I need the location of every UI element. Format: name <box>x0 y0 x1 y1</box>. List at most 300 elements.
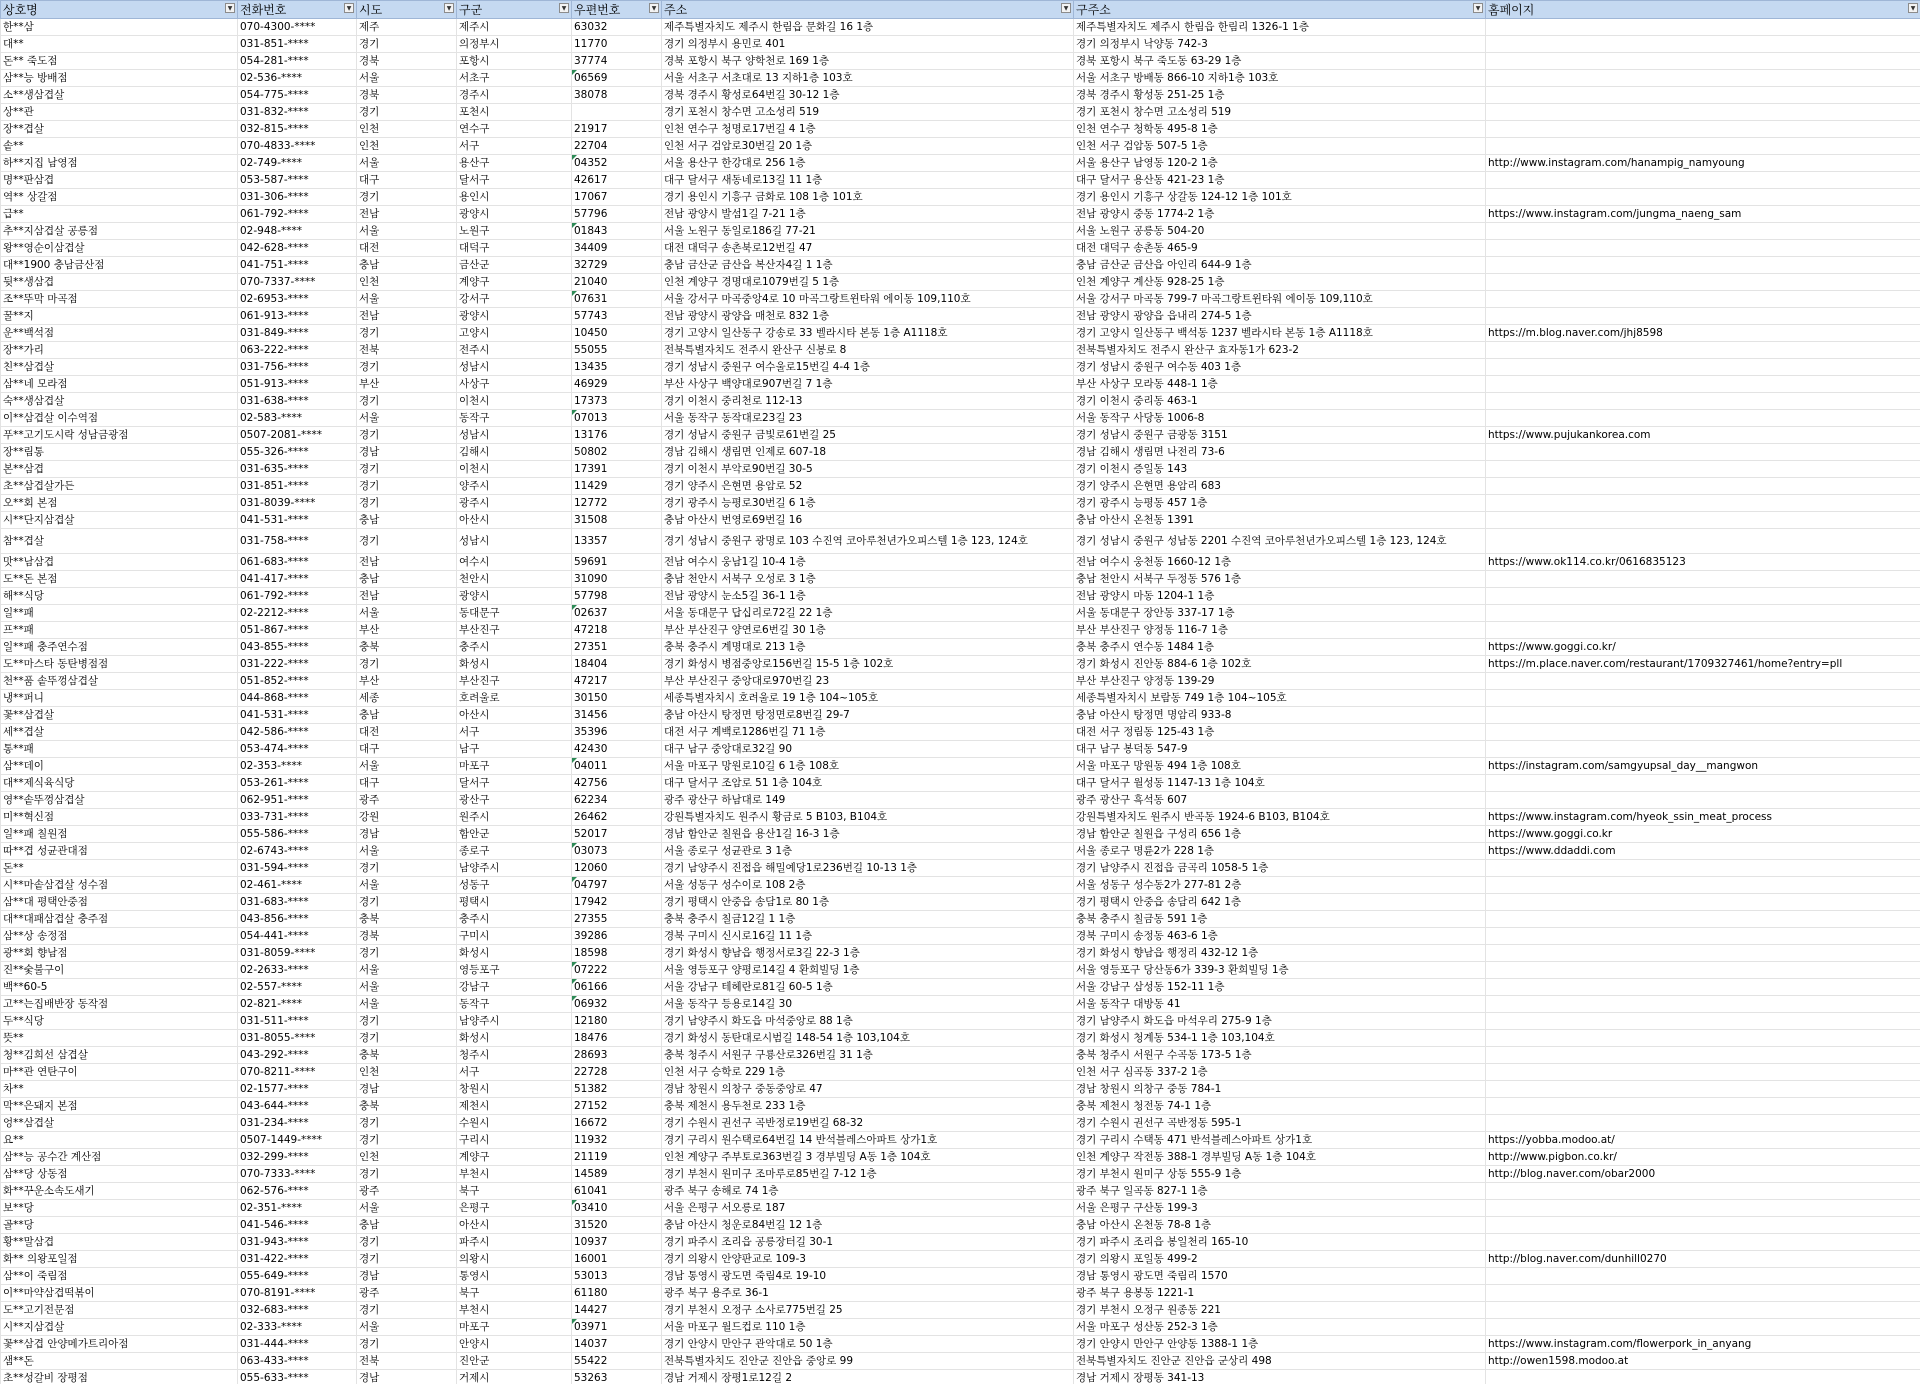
cell-phone[interactable]: 02-6743-**** <box>238 843 357 860</box>
cell-zip[interactable]: 31508 <box>572 512 662 529</box>
cell-province[interactable]: 경기 <box>357 1132 457 1149</box>
cell-district[interactable]: 남구 <box>457 741 572 758</box>
cell-store-name[interactable]: 대**1900 충남금산점 <box>1 257 238 274</box>
cell-district[interactable]: 용인시 <box>457 189 572 206</box>
cell-zip[interactable]: 06932 <box>572 996 662 1013</box>
cell-homepage[interactable] <box>1486 962 1920 979</box>
cell-store-name[interactable]: 프**패 <box>1 622 238 639</box>
cell-address[interactable]: 제주특별자치도 제주시 한림읍 문화길 16 1층 <box>662 19 1074 36</box>
cell-address[interactable]: 경기 부천시 원미구 조마루로85번길 7-12 1층 <box>662 1166 1074 1183</box>
cell-old-address[interactable]: 경기 화성시 진안동 884-6 1층 102호 <box>1074 656 1486 673</box>
cell-district[interactable]: 부산진구 <box>457 622 572 639</box>
cell-zip[interactable]: 17373 <box>572 393 662 410</box>
cell-address[interactable]: 서울 강남구 테헤란로81길 60-5 1층 <box>662 979 1074 996</box>
cell-homepage[interactable] <box>1486 605 1920 622</box>
cell-address[interactable]: 전남 광양시 광양읍 매천로 832 1층 <box>662 308 1074 325</box>
cell-address[interactable]: 충남 아산시 청운로84번길 12 1층 <box>662 1217 1074 1234</box>
cell-old-address[interactable]: 경기 포천시 창수면 고소성리 519 <box>1074 104 1486 121</box>
cell-phone[interactable]: 031-222-**** <box>238 656 357 673</box>
cell-zip[interactable]: 18476 <box>572 1030 662 1047</box>
cell-province[interactable]: 서울 <box>357 758 457 775</box>
cell-address[interactable]: 경기 이천시 중리천로 112-13 <box>662 393 1074 410</box>
cell-store-name[interactable]: 하**지집 남영점 <box>1 155 238 172</box>
cell-old-address[interactable]: 전남 광양시 마동 1204-1 1층 <box>1074 588 1486 605</box>
cell-district[interactable]: 평택시 <box>457 894 572 911</box>
cell-zip[interactable]: 47218 <box>572 622 662 639</box>
cell-store-name[interactable]: 급** <box>1 206 238 223</box>
cell-phone[interactable]: 031-635-**** <box>238 461 357 478</box>
cell-old-address[interactable]: 충남 아산시 온천동 78-8 1층 <box>1074 1217 1486 1234</box>
cell-homepage[interactable] <box>1486 894 1920 911</box>
cell-address[interactable]: 경기 양주시 은현면 용암로 52 <box>662 478 1074 495</box>
cell-district[interactable]: 마포구 <box>457 1319 572 1336</box>
cell-province[interactable]: 부산 <box>357 376 457 393</box>
cell-district[interactable]: 수원시 <box>457 1115 572 1132</box>
cell-phone[interactable]: 061-792-**** <box>238 206 357 223</box>
cell-store-name[interactable]: 명**판삼겹 <box>1 172 238 189</box>
cell-old-address[interactable]: 서울 마포구 성산동 252-3 1층 <box>1074 1319 1486 1336</box>
cell-phone[interactable]: 062-576-**** <box>238 1183 357 1200</box>
cell-address[interactable]: 서울 노원구 동일로186길 77-21 <box>662 223 1074 240</box>
cell-phone[interactable]: 031-8055-**** <box>238 1030 357 1047</box>
cell-district[interactable]: 달서구 <box>457 775 572 792</box>
cell-old-address[interactable]: 전북특별자치도 전주시 완산구 효자동1가 623-2 <box>1074 342 1486 359</box>
cell-district[interactable]: 안양시 <box>457 1336 572 1353</box>
cell-old-address[interactable]: 경기 고양시 일산동구 백석동 1237 벨라시타 본동 1층 A1118호 <box>1074 325 1486 342</box>
cell-homepage[interactable]: https://www.ok114.co.kr/0616835123 <box>1486 554 1920 571</box>
cell-district[interactable]: 부산진구 <box>457 673 572 690</box>
cell-zip[interactable]: 14589 <box>572 1166 662 1183</box>
cell-zip[interactable]: 18404 <box>572 656 662 673</box>
cell-district[interactable]: 서초구 <box>457 70 572 87</box>
cell-old-address[interactable]: 충북 제천시 청전동 74-1 1층 <box>1074 1098 1486 1115</box>
cell-phone[interactable]: 031-444-**** <box>238 1336 357 1353</box>
cell-address[interactable]: 서울 용산구 한강대로 256 1층 <box>662 155 1074 172</box>
cell-old-address[interactable]: 경기 부천시 원미구 상동 555-9 1층 <box>1074 1166 1486 1183</box>
cell-district[interactable]: 부천시 <box>457 1302 572 1319</box>
cell-address[interactable]: 경북 경주시 황성로64번길 30-12 1층 <box>662 87 1074 104</box>
cell-phone[interactable]: 02-2212-**** <box>238 605 357 622</box>
cell-district[interactable]: 남양주시 <box>457 860 572 877</box>
cell-phone[interactable]: 041-751-**** <box>238 257 357 274</box>
cell-store-name[interactable]: 삼**당 상동점 <box>1 1166 238 1183</box>
cell-address[interactable]: 경기 성남시 중원구 여수울로15번길 4-4 1층 <box>662 359 1074 376</box>
cell-zip[interactable]: 62234 <box>572 792 662 809</box>
cell-district[interactable]: 이천시 <box>457 461 572 478</box>
cell-address[interactable]: 전남 광양시 발섬1길 7-21 1층 <box>662 206 1074 223</box>
cell-old-address[interactable]: 충북 충주시 칠금동 591 1층 <box>1074 911 1486 928</box>
filter-dropdown-icon[interactable]: ▼ <box>344 3 354 13</box>
cell-zip[interactable]: 16672 <box>572 1115 662 1132</box>
filter-dropdown-icon[interactable]: ▼ <box>1061 3 1071 13</box>
cell-zip[interactable]: 21917 <box>572 121 662 138</box>
cell-phone[interactable]: 0507-1449-**** <box>238 1132 357 1149</box>
cell-address[interactable]: 광주 북구 용주로 36-1 <box>662 1285 1074 1302</box>
cell-store-name[interactable]: 삼**상 송정점 <box>1 928 238 945</box>
cell-store-name[interactable]: 화**꾸운소속도새기 <box>1 1183 238 1200</box>
cell-province[interactable]: 서울 <box>357 996 457 1013</box>
cell-province[interactable]: 충남 <box>357 571 457 588</box>
cell-homepage[interactable] <box>1486 979 1920 996</box>
cell-address[interactable]: 충북 충주시 계명대로 213 1층 <box>662 639 1074 656</box>
cell-zip[interactable]: 04797 <box>572 877 662 894</box>
cell-zip[interactable]: 30150 <box>572 690 662 707</box>
cell-district[interactable]: 전주시 <box>457 342 572 359</box>
cell-homepage[interactable] <box>1486 1268 1920 1285</box>
cell-old-address[interactable]: 경기 성남시 중원구 금광동 3151 <box>1074 427 1486 444</box>
cell-old-address[interactable]: 경남 창원시 의창구 중동 784-1 <box>1074 1081 1486 1098</box>
cell-store-name[interactable]: 상**관 <box>1 104 238 121</box>
cell-district[interactable]: 청주시 <box>457 1047 572 1064</box>
cell-homepage[interactable] <box>1486 1285 1920 1302</box>
cell-old-address[interactable]: 경남 통영시 광도면 죽림리 1570 <box>1074 1268 1486 1285</box>
cell-old-address[interactable]: 충남 금산군 금산읍 아인리 644-9 1층 <box>1074 257 1486 274</box>
cell-homepage[interactable]: https://www.instagram.com/hyeok_ssin_meat_process <box>1486 809 1920 826</box>
cell-zip[interactable]: 53263 <box>572 1370 662 1384</box>
cell-store-name[interactable]: 통**패 <box>1 741 238 758</box>
cell-phone[interactable]: 031-758-**** <box>238 529 357 554</box>
cell-district[interactable]: 달서구 <box>457 172 572 189</box>
cell-district[interactable]: 구미시 <box>457 928 572 945</box>
cell-province[interactable]: 충북 <box>357 1047 457 1064</box>
cell-store-name[interactable]: 삼**네 모라점 <box>1 376 238 393</box>
cell-zip[interactable]: 32729 <box>572 257 662 274</box>
cell-province[interactable]: 서울 <box>357 979 457 996</box>
cell-province[interactable]: 광주 <box>357 792 457 809</box>
cell-phone[interactable]: 031-683-**** <box>238 894 357 911</box>
cell-old-address[interactable]: 경북 경주시 황성동 251-25 1층 <box>1074 87 1486 104</box>
filter-dropdown-icon[interactable]: ▼ <box>225 3 235 13</box>
cell-province[interactable]: 서울 <box>357 962 457 979</box>
cell-old-address[interactable]: 충남 천안시 서북구 두정동 576 1층 <box>1074 571 1486 588</box>
cell-zip[interactable]: 03073 <box>572 843 662 860</box>
cell-store-name[interactable]: 숙**생삼겹살 <box>1 393 238 410</box>
cell-address[interactable]: 경기 용인시 기흥구 금화로 108 1층 101호 <box>662 189 1074 206</box>
cell-district[interactable]: 충주시 <box>457 639 572 656</box>
cell-address[interactable]: 대구 달서구 새동네로13길 11 1층 <box>662 172 1074 189</box>
cell-district[interactable]: 호려울로 <box>457 690 572 707</box>
cell-province[interactable]: 전북 <box>357 1353 457 1370</box>
cell-zip[interactable]: 11932 <box>572 1132 662 1149</box>
cell-old-address[interactable]: 충남 아산시 온천동 1391 <box>1074 512 1486 529</box>
cell-zip[interactable]: 06569 <box>572 70 662 87</box>
cell-homepage[interactable] <box>1486 53 1920 70</box>
cell-old-address[interactable]: 광주 북구 일곡동 827-1 1층 <box>1074 1183 1486 1200</box>
cell-homepage[interactable] <box>1486 189 1920 206</box>
cell-district[interactable]: 동작구 <box>457 410 572 427</box>
cell-province[interactable]: 충북 <box>357 911 457 928</box>
cell-address[interactable]: 인천 서구 검암로30번길 20 1층 <box>662 138 1074 155</box>
filter-dropdown-icon[interactable]: ▼ <box>559 3 569 13</box>
cell-address[interactable]: 인천 서구 승학로 229 1층 <box>662 1064 1074 1081</box>
cell-address[interactable]: 경기 광주시 능평로30번길 6 1층 <box>662 495 1074 512</box>
cell-store-name[interactable]: 도**고기전문점 <box>1 1302 238 1319</box>
cell-store-name[interactable]: 해**식당 <box>1 588 238 605</box>
cell-province[interactable]: 경기 <box>357 461 457 478</box>
cell-phone[interactable]: 02-948-**** <box>238 223 357 240</box>
cell-store-name[interactable]: 한**삼 <box>1 19 238 36</box>
cell-province[interactable]: 서울 <box>357 70 457 87</box>
cell-district[interactable]: 성남시 <box>457 427 572 444</box>
cell-province[interactable]: 인천 <box>357 138 457 155</box>
cell-zip[interactable]: 06166 <box>572 979 662 996</box>
cell-homepage[interactable]: https://www.pujukankorea.com <box>1486 427 1920 444</box>
cell-province[interactable]: 서울 <box>357 223 457 240</box>
cell-district[interactable]: 서구 <box>457 138 572 155</box>
cell-address[interactable]: 부산 사상구 백양대로907번길 7 1층 <box>662 376 1074 393</box>
cell-store-name[interactable]: 화** 의왕포일점 <box>1 1251 238 1268</box>
cell-address[interactable]: 경남 김해시 생림면 인제로 607-18 <box>662 444 1074 461</box>
cell-province[interactable]: 경기 <box>357 1336 457 1353</box>
cell-phone[interactable]: 031-851-**** <box>238 478 357 495</box>
cell-store-name[interactable]: 이**삼겹살 이수역점 <box>1 410 238 427</box>
cell-zip[interactable]: 07222 <box>572 962 662 979</box>
cell-homepage[interactable] <box>1486 121 1920 138</box>
cell-store-name[interactable]: 장**겹살 <box>1 121 238 138</box>
cell-district[interactable]: 성동구 <box>457 877 572 894</box>
cell-zip[interactable]: 11770 <box>572 36 662 53</box>
cell-district[interactable]: 아산시 <box>457 512 572 529</box>
cell-phone[interactable]: 031-849-**** <box>238 325 357 342</box>
cell-address[interactable]: 서울 성동구 성수이로 108 2층 <box>662 877 1074 894</box>
cell-zip[interactable]: 10450 <box>572 325 662 342</box>
cell-district[interactable]: 거제시 <box>457 1370 572 1384</box>
cell-address[interactable]: 경기 의정부시 용민로 401 <box>662 36 1074 53</box>
cell-district[interactable]: 성남시 <box>457 529 572 554</box>
cell-zip[interactable]: 46929 <box>572 376 662 393</box>
cell-district[interactable]: 종로구 <box>457 843 572 860</box>
cell-store-name[interactable]: 조**뚜막 마곡점 <box>1 291 238 308</box>
cell-phone[interactable]: 070-8191-**** <box>238 1285 357 1302</box>
cell-province[interactable]: 경기 <box>357 894 457 911</box>
cell-homepage[interactable] <box>1486 775 1920 792</box>
cell-zip[interactable]: 42617 <box>572 172 662 189</box>
cell-phone[interactable]: 041-546-**** <box>238 1217 357 1234</box>
cell-phone[interactable]: 051-852-**** <box>238 673 357 690</box>
cell-phone[interactable]: 055-633-**** <box>238 1370 357 1384</box>
cell-zip[interactable]: 22704 <box>572 138 662 155</box>
cell-homepage[interactable] <box>1486 741 1920 758</box>
cell-store-name[interactable]: 냉**퍼니 <box>1 690 238 707</box>
cell-old-address[interactable]: 경기 용인시 기흥구 상갈동 124-12 1층 101호 <box>1074 189 1486 206</box>
cell-address[interactable]: 경기 성남시 중원구 금빛로61번길 25 <box>662 427 1074 444</box>
cell-old-address[interactable]: 경기 평택시 안중읍 송담리 642 1층 <box>1074 894 1486 911</box>
cell-old-address[interactable]: 경기 양주시 은현면 용암리 683 <box>1074 478 1486 495</box>
cell-store-name[interactable]: 뒷**생삼겹 <box>1 274 238 291</box>
cell-district[interactable]: 계양구 <box>457 274 572 291</box>
cell-old-address[interactable]: 서울 마포구 망원동 494 1층 108호 <box>1074 758 1486 775</box>
cell-district[interactable]: 의정부시 <box>457 36 572 53</box>
cell-phone[interactable]: 02-461-**** <box>238 877 357 894</box>
cell-province[interactable]: 경기 <box>357 393 457 410</box>
cell-phone[interactable]: 0507-2081-**** <box>238 427 357 444</box>
cell-old-address[interactable]: 경북 구미시 송정동 463-6 1층 <box>1074 928 1486 945</box>
cell-zip[interactable]: 31090 <box>572 571 662 588</box>
cell-address[interactable]: 서울 동작구 동작대로23길 23 <box>662 410 1074 427</box>
cell-province[interactable]: 대전 <box>357 724 457 741</box>
cell-phone[interactable]: 041-531-**** <box>238 707 357 724</box>
cell-phone[interactable]: 062-951-**** <box>238 792 357 809</box>
cell-address[interactable]: 경기 포천시 창수면 고소성리 519 <box>662 104 1074 121</box>
cell-phone[interactable]: 02-2633-**** <box>238 962 357 979</box>
cell-phone[interactable]: 051-867-**** <box>238 622 357 639</box>
cell-homepage[interactable] <box>1486 1047 1920 1064</box>
cell-zip[interactable]: 27351 <box>572 639 662 656</box>
cell-old-address[interactable]: 전남 광양시 중동 1774-2 1층 <box>1074 206 1486 223</box>
cell-district[interactable]: 광양시 <box>457 206 572 223</box>
cell-province[interactable]: 경남 <box>357 1370 457 1384</box>
cell-store-name[interactable]: 대**대패삼겹살 충주점 <box>1 911 238 928</box>
cell-store-name[interactable]: 장**림통 <box>1 444 238 461</box>
cell-store-name[interactable]: 소**생삼겹살 <box>1 87 238 104</box>
cell-store-name[interactable]: 돈** <box>1 860 238 877</box>
cell-zip[interactable]: 17391 <box>572 461 662 478</box>
cell-homepage[interactable] <box>1486 1370 1920 1384</box>
cell-store-name[interactable]: 왕**영순이삼겹살 <box>1 240 238 257</box>
cell-store-name[interactable]: 청**김희선 삼겹살 <box>1 1047 238 1064</box>
cell-store-name[interactable]: 삼**능 공수간 계산점 <box>1 1149 238 1166</box>
cell-district[interactable]: 동대문구 <box>457 605 572 622</box>
cell-address[interactable]: 경남 함안군 칠원읍 용산1길 16-3 1층 <box>662 826 1074 843</box>
cell-district[interactable]: 포천시 <box>457 104 572 121</box>
cell-phone[interactable]: 070-4833-**** <box>238 138 357 155</box>
cell-old-address[interactable]: 대전 서구 정림동 125-43 1층 <box>1074 724 1486 741</box>
cell-province[interactable]: 경기 <box>357 478 457 495</box>
cell-phone[interactable]: 031-943-**** <box>238 1234 357 1251</box>
cell-phone[interactable]: 063-222-**** <box>238 342 357 359</box>
cell-province[interactable]: 경기 <box>357 325 457 342</box>
cell-old-address[interactable]: 경기 성남시 중원구 성남동 2201 수진역 코아루천년가오피스텔 1층 123, 124호 <box>1074 529 1486 554</box>
cell-store-name[interactable]: 추**지삼겹살 공릉점 <box>1 223 238 240</box>
cell-district[interactable]: 광산구 <box>457 792 572 809</box>
cell-homepage[interactable] <box>1486 1081 1920 1098</box>
cell-old-address[interactable]: 인천 서구 심곡동 337-2 1층 <box>1074 1064 1486 1081</box>
cell-address[interactable]: 강원특별자치도 원주시 황금로 5 B103, B104호 <box>662 809 1074 826</box>
cell-province[interactable]: 경기 <box>357 1166 457 1183</box>
cell-district[interactable]: 광양시 <box>457 308 572 325</box>
cell-district[interactable]: 창원시 <box>457 1081 572 1098</box>
cell-phone[interactable]: 031-756-**** <box>238 359 357 376</box>
cell-province[interactable]: 서울 <box>357 605 457 622</box>
cell-district[interactable]: 통영시 <box>457 1268 572 1285</box>
cell-phone[interactable]: 054-441-**** <box>238 928 357 945</box>
cell-zip[interactable]: 17942 <box>572 894 662 911</box>
cell-store-name[interactable]: 황**말삼겹 <box>1 1234 238 1251</box>
cell-homepage[interactable] <box>1486 571 1920 588</box>
cell-phone[interactable]: 031-306-**** <box>238 189 357 206</box>
cell-store-name[interactable]: 막**은돼지 본점 <box>1 1098 238 1115</box>
cell-address[interactable]: 경기 성남시 중원구 광명로 103 수진역 코아루천년가오피스텔 1층 123, 124호 <box>662 529 1074 554</box>
cell-district[interactable]: 의왕시 <box>457 1251 572 1268</box>
cell-district[interactable]: 금산군 <box>457 257 572 274</box>
cell-zip[interactable]: 18598 <box>572 945 662 962</box>
cell-old-address[interactable]: 서울 동작구 대방동 41 <box>1074 996 1486 1013</box>
cell-old-address[interactable]: 전북특별자치도 진안군 진안읍 군상리 498 <box>1074 1353 1486 1370</box>
cell-phone[interactable]: 042-628-**** <box>238 240 357 257</box>
cell-address[interactable]: 서울 영등포구 양평로14길 4 환희빌딩 1층 <box>662 962 1074 979</box>
cell-homepage[interactable] <box>1486 792 1920 809</box>
cell-address[interactable]: 인천 계양구 경명대로1079번길 5 1층 <box>662 274 1074 291</box>
cell-address[interactable]: 경북 포항시 북구 양학천로 169 1층 <box>662 53 1074 70</box>
cell-old-address[interactable]: 경기 안양시 만안구 안양동 1388-1 1층 <box>1074 1336 1486 1353</box>
cell-homepage[interactable] <box>1486 512 1920 529</box>
cell-old-address[interactable]: 강원특별자치도 원주시 반곡동 1924-6 B103, B104호 <box>1074 809 1486 826</box>
cell-zip[interactable]: 42756 <box>572 775 662 792</box>
cell-district[interactable]: 구리시 <box>457 1132 572 1149</box>
cell-province[interactable]: 제주 <box>357 19 457 36</box>
cell-province[interactable]: 서울 <box>357 877 457 894</box>
cell-homepage[interactable] <box>1486 359 1920 376</box>
cell-phone[interactable]: 043-644-**** <box>238 1098 357 1115</box>
cell-province[interactable]: 대구 <box>357 741 457 758</box>
cell-province[interactable]: 부산 <box>357 673 457 690</box>
cell-province[interactable]: 충남 <box>357 257 457 274</box>
cell-zip[interactable]: 57796 <box>572 206 662 223</box>
cell-homepage[interactable] <box>1486 274 1920 291</box>
cell-store-name[interactable]: 보**당 <box>1 1200 238 1217</box>
cell-phone[interactable]: 053-474-**** <box>238 741 357 758</box>
cell-zip[interactable]: 51382 <box>572 1081 662 1098</box>
cell-phone[interactable]: 063-433-**** <box>238 1353 357 1370</box>
cell-homepage[interactable] <box>1486 444 1920 461</box>
cell-zip[interactable]: 16001 <box>572 1251 662 1268</box>
cell-zip[interactable]: 13176 <box>572 427 662 444</box>
cell-phone[interactable]: 031-8039-**** <box>238 495 357 512</box>
cell-phone[interactable]: 032-299-**** <box>238 1149 357 1166</box>
cell-zip[interactable]: 63032 <box>572 19 662 36</box>
cell-homepage[interactable] <box>1486 461 1920 478</box>
cell-store-name[interactable]: 미**혁신점 <box>1 809 238 826</box>
cell-phone[interactable]: 061-913-**** <box>238 308 357 325</box>
cell-homepage[interactable] <box>1486 673 1920 690</box>
cell-old-address[interactable]: 대구 달서구 용산동 421-23 1층 <box>1074 172 1486 189</box>
cell-province[interactable]: 경남 <box>357 444 457 461</box>
cell-province[interactable]: 서울 <box>357 291 457 308</box>
cell-old-address[interactable]: 경기 남양주시 진접읍 금곡리 1058-5 1층 <box>1074 860 1486 877</box>
cell-phone[interactable]: 041-417-**** <box>238 571 357 588</box>
cell-address[interactable]: 세종특별자치시 호려울로 19 1층 104~105호 <box>662 690 1074 707</box>
cell-homepage[interactable] <box>1486 19 1920 36</box>
cell-zip[interactable] <box>572 104 662 121</box>
cell-district[interactable]: 영등포구 <box>457 962 572 979</box>
cell-province[interactable]: 경기 <box>357 427 457 444</box>
cell-phone[interactable]: 070-4300-**** <box>238 19 357 36</box>
cell-district[interactable]: 용산구 <box>457 155 572 172</box>
cell-store-name[interactable]: 꽃**삼겹살 <box>1 707 238 724</box>
cell-store-name[interactable]: 마**관 연탄구이 <box>1 1064 238 1081</box>
cell-old-address[interactable]: 인천 서구 검암동 507-5 1층 <box>1074 138 1486 155</box>
cell-district[interactable]: 이천시 <box>457 393 572 410</box>
cell-address[interactable]: 서울 마포구 망원로10길 6 1층 108호 <box>662 758 1074 775</box>
cell-address[interactable]: 서울 강서구 마곡중앙4로 10 마곡그랑트윈타워 에이동 109,110호 <box>662 291 1074 308</box>
cell-district[interactable]: 제천시 <box>457 1098 572 1115</box>
cell-address[interactable]: 충남 천안시 서북구 오성로 3 1층 <box>662 571 1074 588</box>
cell-old-address[interactable]: 경기 성남시 중원구 여수동 403 1층 <box>1074 359 1486 376</box>
cell-phone[interactable]: 070-7333-**** <box>238 1166 357 1183</box>
cell-zip[interactable]: 35396 <box>572 724 662 741</box>
cell-province[interactable]: 경기 <box>357 1013 457 1030</box>
cell-old-address[interactable]: 충북 충주시 연수동 1484 1층 <box>1074 639 1486 656</box>
cell-old-address[interactable]: 서울 종로구 명륜2가 228 1층 <box>1074 843 1486 860</box>
cell-district[interactable]: 마포구 <box>457 758 572 775</box>
cell-old-address[interactable]: 경기 수원시 권선구 곡반정동 595-1 <box>1074 1115 1486 1132</box>
cell-phone[interactable]: 032-815-**** <box>238 121 357 138</box>
cell-homepage[interactable] <box>1486 87 1920 104</box>
cell-phone[interactable]: 02-536-**** <box>238 70 357 87</box>
cell-old-address[interactable]: 경기 부천시 오정구 원종동 221 <box>1074 1302 1486 1319</box>
cell-store-name[interactable]: 친**삼겹살 <box>1 359 238 376</box>
cell-province[interactable]: 경기 <box>357 860 457 877</box>
